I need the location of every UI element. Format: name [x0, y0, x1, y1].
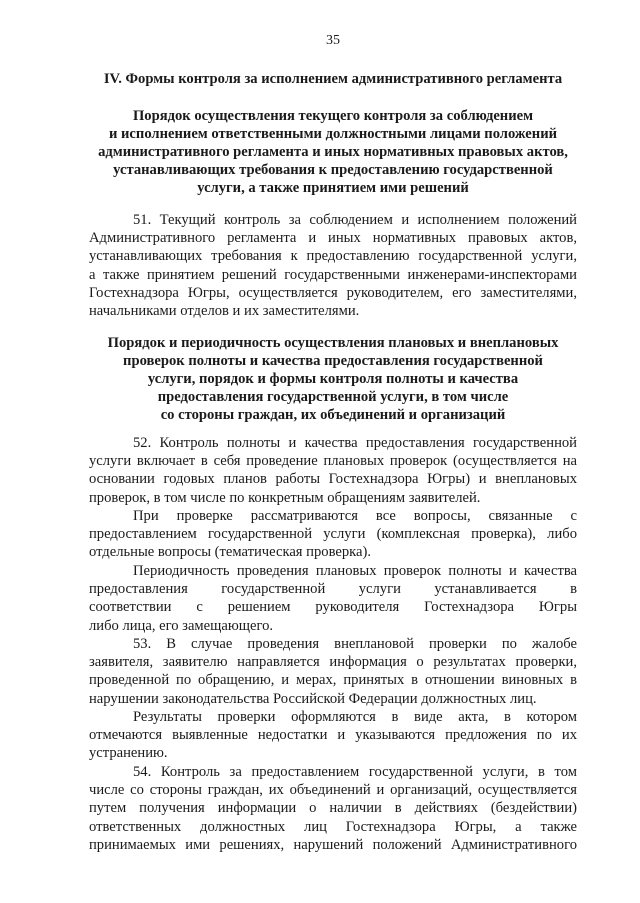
- subtitle-line: административного регламента и иных нормативных правовых актов,: [98, 144, 568, 160]
- text-line: а также принятием решений государственными инженерами-инспекторами: [89, 266, 577, 283]
- text-line: Периодичность проведения плановых проверок полноты и качества: [133, 563, 577, 579]
- subtitle-line: и исполнением ответственными должностными лицами положений: [108, 126, 558, 142]
- section-title: IV. Формы контроля за исполнением административного регламента: [103, 71, 563, 87]
- text-line: устанавливающих требования к предоставлению государственной услуги,: [89, 248, 577, 265]
- text-line: отмечаются выявленные недостатки и указываются предложения по их: [89, 727, 577, 744]
- subtitle-line: услуги, порядок и формы контроля полноты и качества: [147, 371, 519, 387]
- text-line: предоставлением государственной услуги (комплексная проверка), либо: [89, 526, 577, 543]
- paragraph-54: [89, 763, 577, 854]
- subtitle-line: со стороны граждан, их объединений и организаций: [160, 407, 506, 423]
- text-line: 54. Контроль за предоставлением государственной услуги, в том: [133, 764, 577, 780]
- text-line: числе со стороны граждан, их объединений и организаций, осуществляется: [89, 782, 577, 799]
- paragraph-51: [89, 211, 577, 320]
- subtitle-current-control: [89, 107, 577, 197]
- text-line: услуги включает в себя проведение плановых проверок (осуществляется на: [89, 453, 577, 470]
- text-line: либо лица, его замещающего.: [89, 617, 274, 634]
- subtitle-line: предоставления государственной услуги, в том числе: [157, 389, 509, 405]
- subtitle-line: Порядок осуществления текущего контроля за соблюдением: [132, 108, 534, 124]
- text-line: путем получения информации о наличии в действиях (бездействии): [89, 800, 577, 817]
- text-line: соответствии с решением руководителя Гостехнадзора Югры: [89, 599, 577, 616]
- subtitle-line: проверок полноты и качества предоставления государственной: [123, 353, 543, 369]
- paragraph-52-periodicity: [89, 562, 577, 635]
- text-line: принимаемых ими решениях, нарушений положений Административного: [89, 836, 577, 853]
- text-line: ответственных должностных лиц Гостехнадзора Югры, а также: [89, 818, 577, 835]
- text-line: проверок, в том числе по конкретным обращениям заявителей.: [89, 489, 481, 506]
- text-line: начальниками отделов и их заместителями.: [89, 302, 360, 319]
- subtitle-line: услуги, а также принятием ими решений: [197, 180, 469, 196]
- text-line: 53. В случае проведения внеплановой проверки по жалобе: [133, 636, 577, 652]
- text-line: нарушении законодательства Российской Федерации должностных лиц.: [89, 690, 537, 707]
- paragraph-52: [89, 434, 577, 507]
- paragraph-53-results: [89, 708, 577, 763]
- subtitle-periodicity: [89, 334, 577, 424]
- text-line: При проверке рассматриваются все вопросы, связанные с: [133, 508, 577, 524]
- page-number: 35: [326, 33, 340, 48]
- text-line: 52. Контроль полноты и качества предоставления государственной: [133, 435, 577, 451]
- subtitle-line: устанавливающих требования к предоставлению государственной: [113, 162, 553, 178]
- text-line: проведенной по обращению, и мерах, принятых в отношении виновных в: [89, 672, 577, 689]
- text-line: Результаты проверки оформляются в виде акта, в котором: [133, 709, 577, 725]
- paragraph-52-checks: [89, 507, 577, 562]
- text-line: устранению.: [89, 745, 168, 762]
- text-line: Гостехнадзора Югры, осуществляется руководителем, его заместителями,: [89, 284, 577, 301]
- text-line: отдельные вопросы (тематическая проверка).: [89, 544, 371, 561]
- subtitle-line: Порядок и периодичность осуществления плановых и внеплановых: [107, 335, 559, 351]
- text-line: Административного регламента и иных нормативных правовых актов,: [89, 230, 577, 247]
- text-line: 51. Текущий контроль за соблюдением и исполнением положений: [133, 212, 577, 228]
- paragraph-53: [89, 635, 577, 708]
- text-line: основании годовых планов работы Гостехнадзора Югры) и внеплановых: [89, 471, 577, 488]
- text-line: предоставления государственной услуги устанавливается в: [89, 581, 577, 598]
- text-line: заявителя, заявителю направляется информация о результатах проверки,: [89, 654, 577, 671]
